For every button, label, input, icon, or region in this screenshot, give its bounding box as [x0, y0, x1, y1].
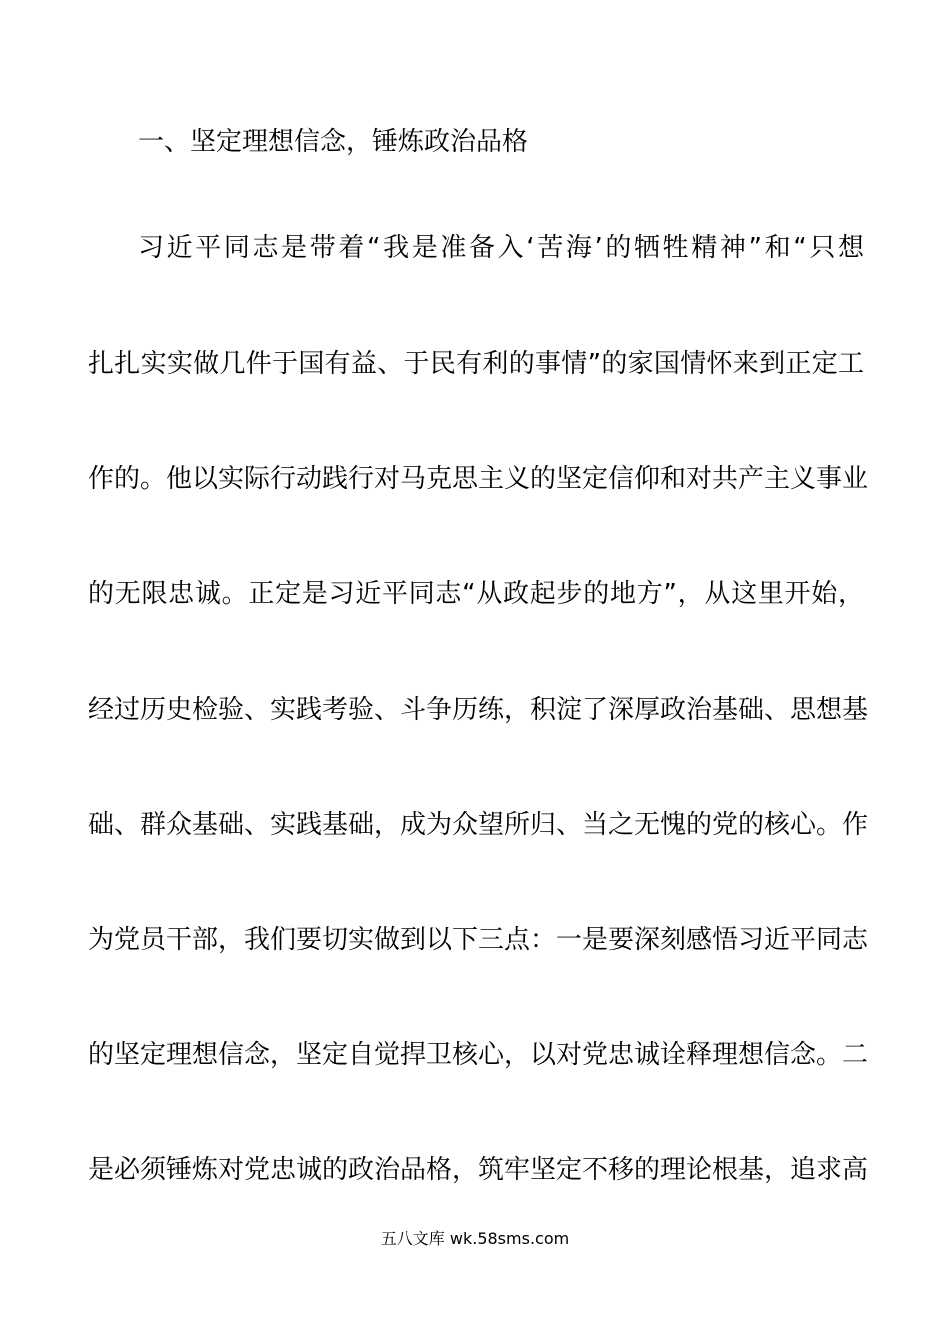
paragraph-line: 作的。他以实际行动践行对马克思主义的坚定信仰和对共产主义事业 — [88, 464, 869, 494]
paragraph-line: 扎扎实实做几件于国有益、于民有利的事情”的家国情怀来到正定工 — [88, 349, 864, 379]
footer-watermark: 五八文库 wk.58sms.com — [380, 1229, 570, 1248]
paragraph-line: 的坚定理想信念，坚定自觉捍卫核心，以对党忠诚诠释理想信念。二 — [88, 1040, 869, 1070]
paragraph-line: 是必须锤炼对党忠诚的政治品格，筑牢坚定不移的理论根基，追求高 — [88, 1155, 869, 1185]
section-heading: 一、坚定理想信念，锤炼政治品格 — [138, 127, 529, 157]
paragraph-line: 习近平同志是带着“我是准备入‘苦海’的牺牲精神”和“只想 — [138, 233, 864, 263]
paragraph-line: 经过历史检验、实践考验、斗争历练，积淀了深厚政治基础、思想基 — [88, 695, 869, 725]
paragraph-line: 的无限忠诚。正定是习近平同志“从政起步的地方”，从这里开始， — [88, 579, 864, 609]
paragraph-line: 础、群众基础、实践基础，成为众望所归、当之无愧的党的核心。作 — [88, 810, 869, 840]
paragraph-line: 为党员干部，我们要切实做到以下三点：一是要深刻感悟习近平同志 — [88, 925, 869, 955]
